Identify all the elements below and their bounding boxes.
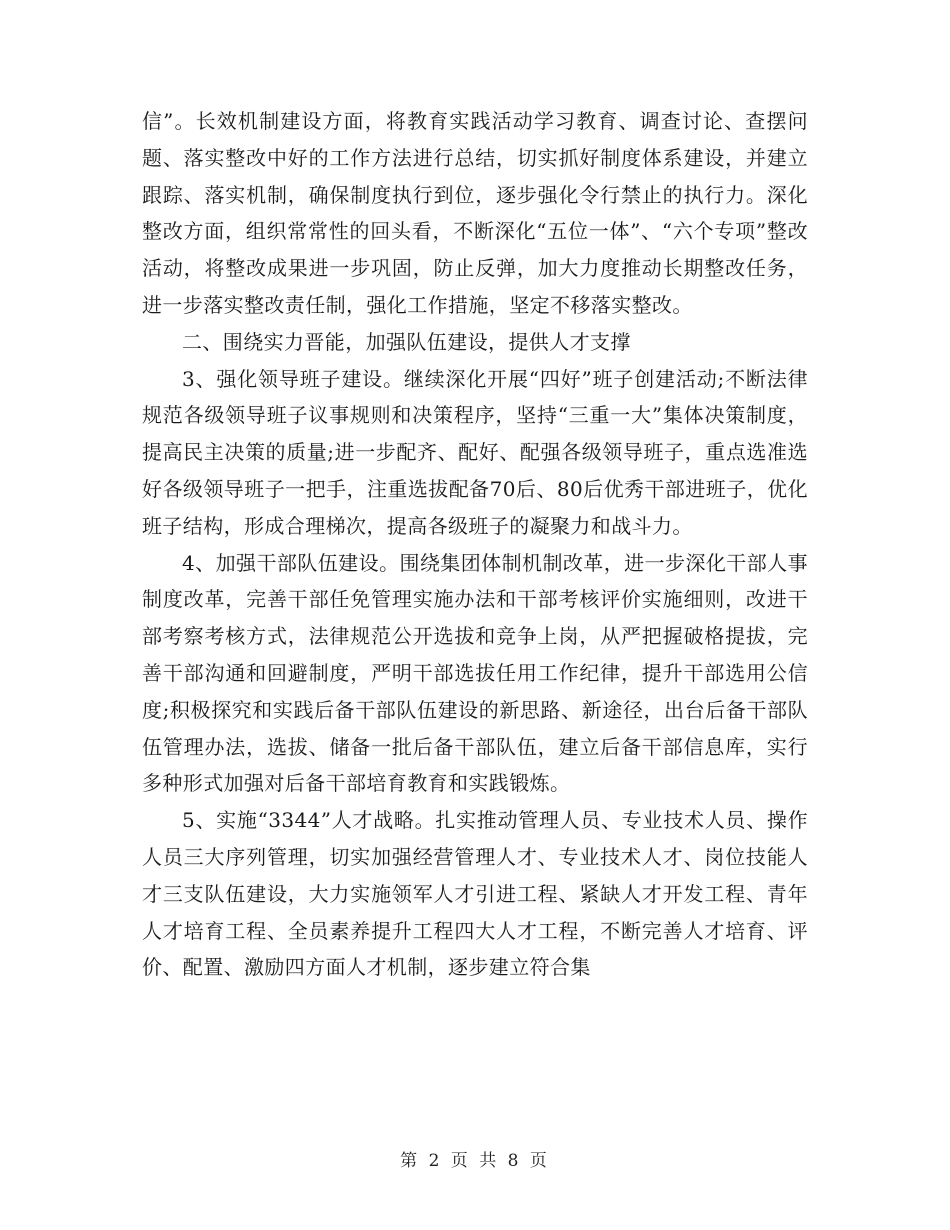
section-heading-2: 二、围绕实力晋能，加强队伍建设，提供人才支撑	[182, 329, 631, 354]
paragraph-item-3: 3、强化领导班子建设。继续深化开展“四好”班子创建活动;不断法律规范各级领导班子议事规则和决策程序，坚持“三重一大”集体决策制度，提高民主决策的质量;进一步配齐、配好、配强各级领导班子，重点选准选好各级领导班子一把手，注重选拔配备70后、80后优秀干部进班子，优化班子结构，形成合理梯次，提高各级班子的凝聚力和战斗力。	[142, 366, 808, 538]
paragraph-item-5: 5、实施“3344”人才战略。扎实推动管理人员、专业技术人员、操作人员三大序列管理，切实加强经营管理人才、专业技术人才、岗位技能人才三支队伍建设，大力实施领军人才引进工程、紧缺人才开发工程、青年人才培育工程、全员素养提升工程四大人才工程，不断完善人才培育、评价、配置、激励四方面人才机制，逐步建立符合集	[142, 808, 808, 980]
paragraph-continuation: 信”。长效机制建设方面，将教育实践活动学习教育、调查讨论、查摆问题、落实整改中好的工作方法进行总结，切实抓好制度体系建设，并建立跟踪、落实机制，确保制度执行到位，逐步强化令行禁止的执行力。深化整改方面，组织常常性的回头看，不断深化“五位一体”、“六个专项”整改活动，将整改成果进一步巩固，防止反弹，加大力度推动长期整改任务，进一步落实整改责任制，强化工作措施，坚定不移落实整改。	[142, 109, 808, 317]
document-body	[142, 103, 808, 986]
paragraph-item-4: 4、加强干部队伍建设。围绕集团体制机制改革，进一步深化干部人事制度改革，完善干部任免管理实施办法和干部考核评价实施细则，改进干部考察考核方式，法律规范公开选拔和竞争上岗，从严把握破格提拔，完善干部沟通和回避制度，严明干部选拔任用工作纪律，提升干部选用公信度;积极探究和实践后备干部队伍建设的新思路、新途径，出台后备干部队伍管理办法，选拔、储备一批后备干部队伍，建立后备干部信息库，实行多种形式加强对后备干部培育教育和实践锻炼。	[142, 550, 808, 796]
page-number-footer: 第 2 页 共 8 页	[400, 1151, 550, 1171]
